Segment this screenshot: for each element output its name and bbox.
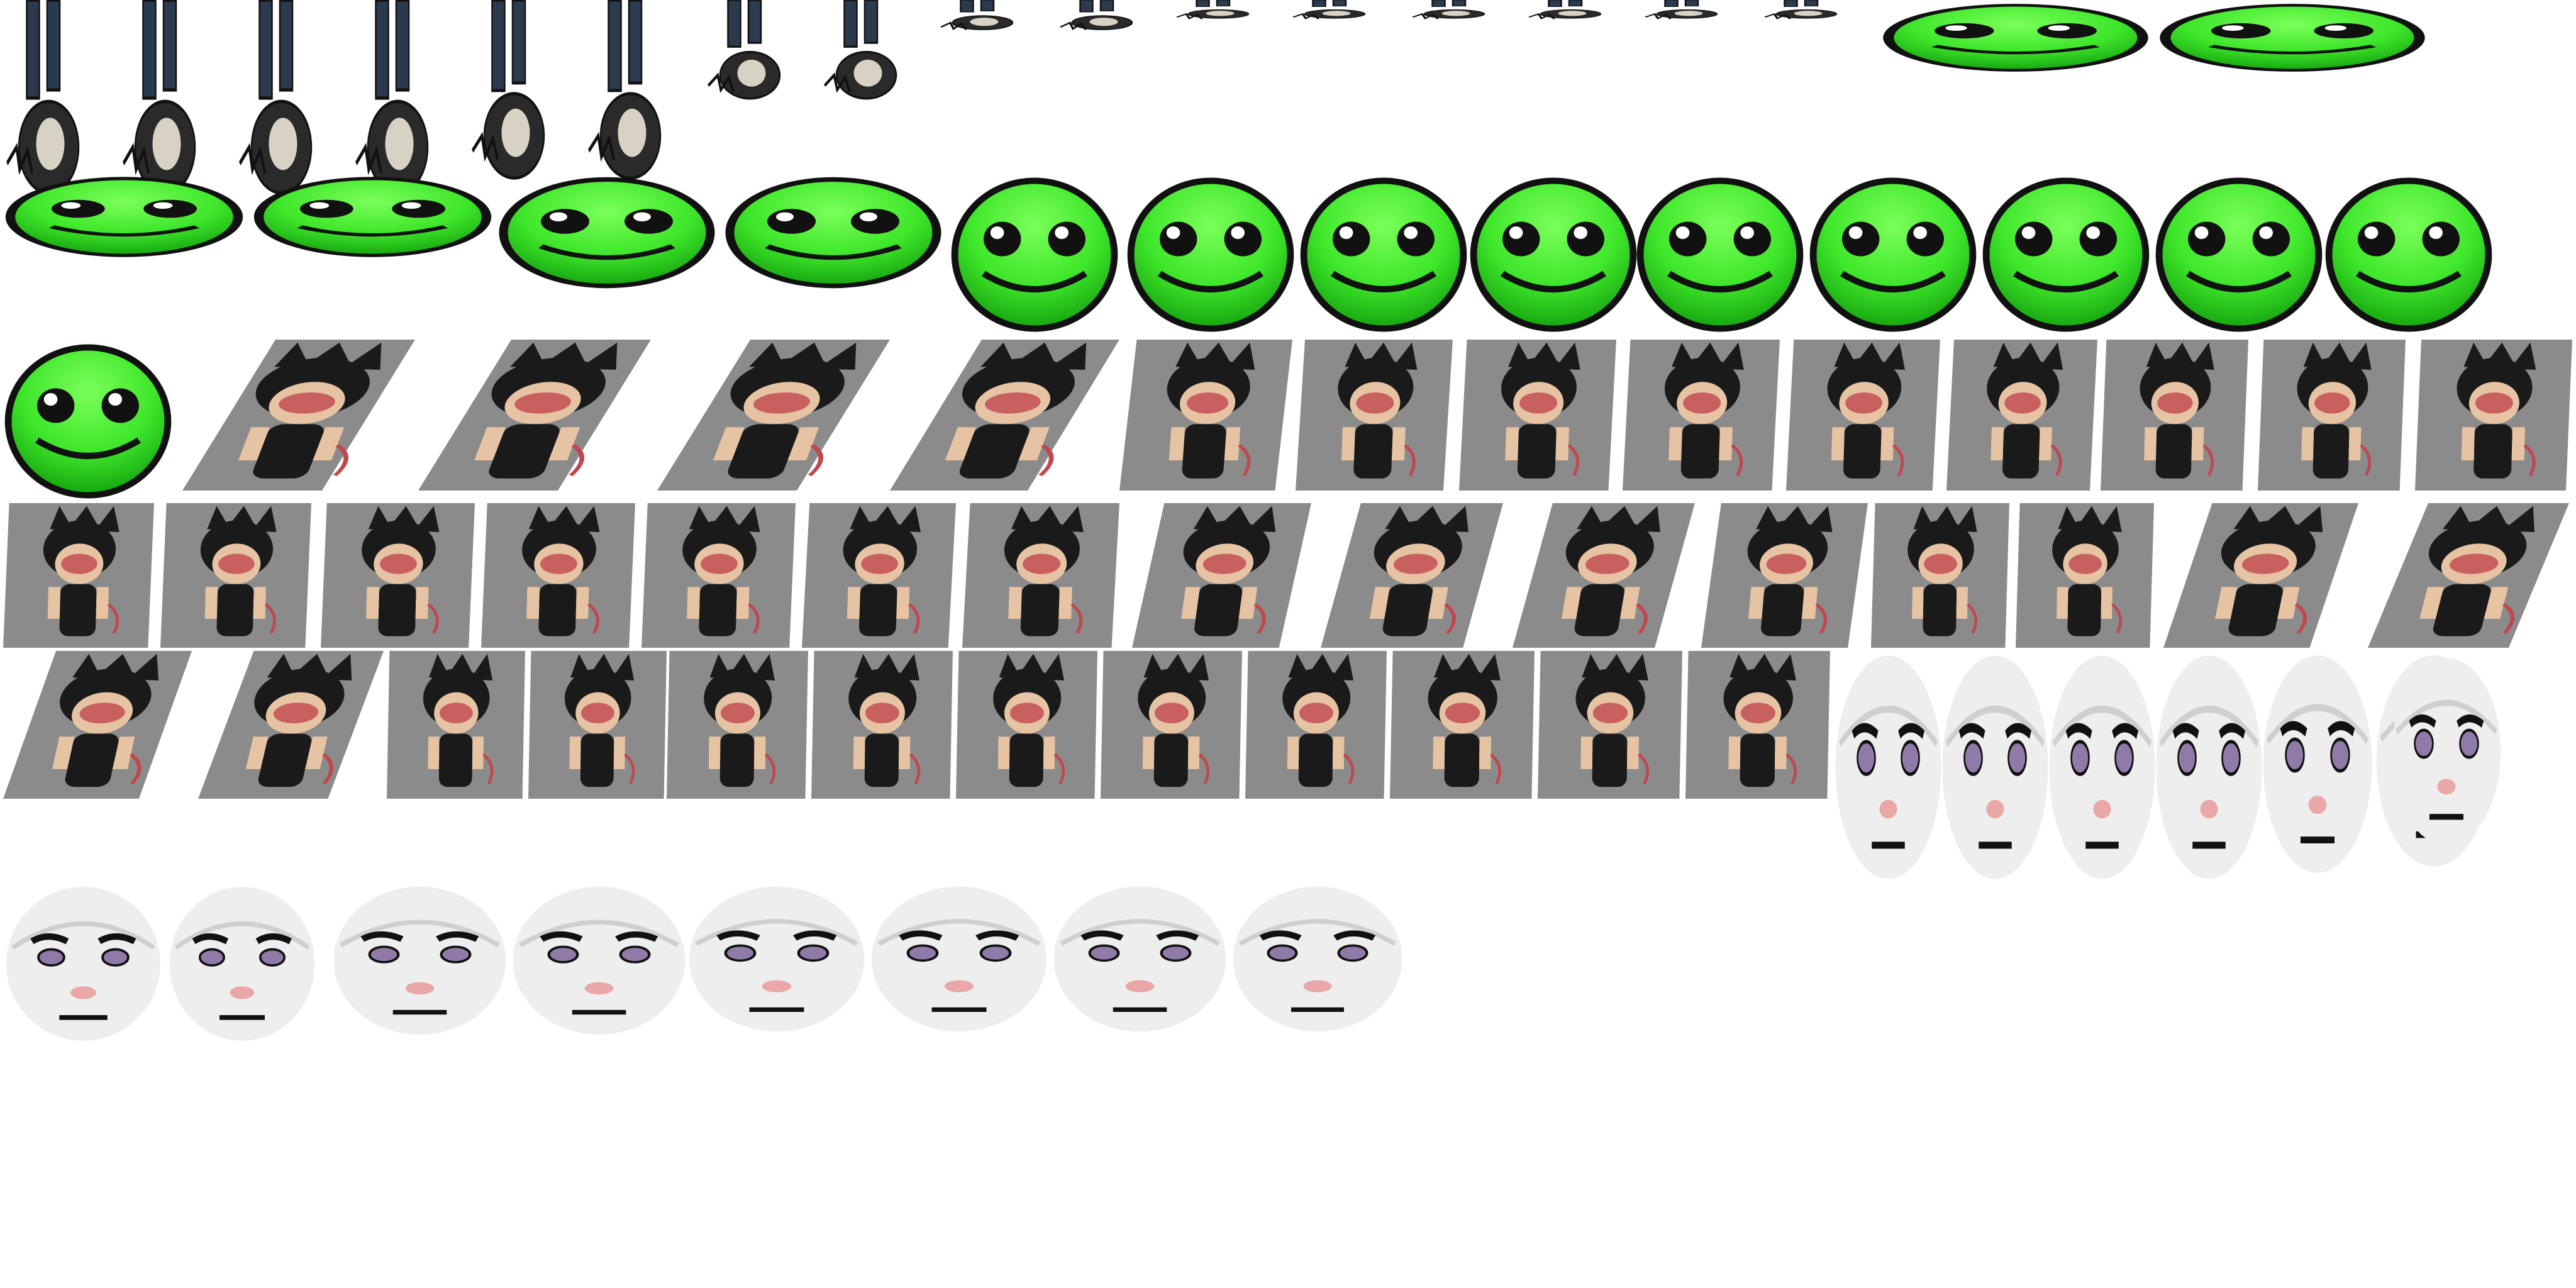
green-smiley-frame (1808, 176, 1978, 333)
cat-eared-chibi-frame (1701, 503, 1868, 648)
feet-frame (119, 0, 198, 164)
cat-eared-chibi-frame (182, 340, 415, 491)
feet-frame (1525, 0, 1604, 31)
cat-eared-chibi-frame (2258, 340, 2406, 491)
white-haired-face-frame (1940, 651, 2050, 884)
cat-eared-chibi-frame (198, 651, 384, 799)
cat-eared-chibi-frame (2101, 340, 2248, 491)
cat-eared-chibi-frame (657, 340, 890, 491)
green-smiley-frame (497, 176, 717, 289)
cat-eared-chibi-frame (1245, 651, 1387, 799)
cat-eared-chibi-frame (160, 503, 311, 648)
white-haired-face-frame (1050, 884, 1230, 1035)
green-smiley-frame (1299, 176, 1468, 333)
cat-eared-chibi-frame (1871, 503, 2009, 648)
cat-eared-chibi-frame (321, 503, 475, 648)
cat-eared-chibi-frame (528, 651, 667, 799)
green-smiley-frame (3, 343, 173, 500)
white-haired-face-frame (1230, 884, 1406, 1035)
cat-eared-chibi-frame (1538, 651, 1682, 799)
cat-eared-chibi-frame (2415, 340, 2572, 491)
white-haired-face-frame (1833, 651, 1943, 884)
green-smiley-frame (1468, 176, 1638, 333)
cat-eared-chibi-frame (1119, 340, 1292, 491)
cat-eared-chibi-frame (641, 503, 796, 648)
cat-eared-chibi-frame (3, 503, 154, 648)
cat-eared-chibi-frame (2368, 503, 2569, 648)
cat-eared-chibi-frame (802, 503, 956, 648)
cat-eared-chibi-frame (1513, 503, 1695, 648)
cat-eared-chibi-frame (962, 503, 1119, 648)
green-smiley-frame (1880, 3, 2151, 72)
feet-frame (821, 0, 899, 104)
white-haired-face-frame (3, 884, 164, 1044)
feet-frame (469, 0, 547, 151)
green-smiley-frame (3, 176, 245, 258)
cat-eared-chibi-frame (1390, 651, 1535, 799)
feet-frame (1761, 0, 1840, 31)
feet-frame (352, 0, 431, 164)
green-smiley-frame (723, 176, 943, 289)
cat-eared-chibi-frame (1132, 503, 1311, 648)
feet-frame (1641, 0, 1720, 31)
feet-frame (3, 0, 82, 164)
white-haired-face-frame (2261, 651, 2374, 877)
feet-frame (236, 0, 314, 164)
cat-eared-chibi-frame (3, 651, 192, 799)
feet-frame (1409, 0, 1487, 31)
feet-frame (1173, 0, 1252, 31)
cat-eared-chibi-frame (890, 340, 1119, 491)
cat-eared-chibi-frame (1623, 340, 1780, 491)
cat-eared-chibi-frame (1685, 651, 1830, 799)
cat-eared-chibi-frame (2016, 503, 2154, 648)
cat-eared-chibi-frame (1296, 340, 1453, 491)
cat-eared-chibi-frame (811, 651, 953, 799)
feet-frame (585, 0, 663, 151)
green-smiley-frame (1126, 176, 1296, 333)
green-smiley-frame (2157, 3, 2428, 72)
green-smiley-frame (1635, 176, 1805, 333)
cat-eared-chibi-frame (667, 651, 808, 799)
white-haired-face-frame (2047, 651, 2157, 884)
white-haired-face-frame (686, 884, 868, 1035)
green-smiley-frame (2324, 176, 2494, 333)
feet-frame (1289, 0, 1368, 31)
green-smiley-frame (1981, 176, 2151, 333)
cat-eared-chibi-frame (418, 340, 651, 491)
green-smiley-frame (252, 176, 494, 258)
cat-eared-chibi-frame (1101, 651, 1242, 799)
cat-eared-chibi-frame (481, 503, 635, 648)
cat-eared-chibi-frame (1946, 340, 2097, 491)
feet-frame (704, 0, 783, 104)
cat-eared-chibi-frame (1459, 340, 1616, 491)
white-haired-face-frame (330, 884, 509, 1038)
white-haired-face-frame (2390, 654, 2503, 849)
cat-eared-chibi-frame (387, 651, 525, 799)
cat-eared-chibi-frame (2163, 503, 2358, 648)
feet-frame (937, 0, 1016, 44)
green-smiley-frame (2154, 176, 2324, 333)
white-haired-face-frame (2154, 651, 2264, 884)
cat-eared-chibi-frame (1321, 503, 1503, 648)
cat-eared-chibi-frame (956, 651, 1097, 799)
white-haired-face-frame (167, 884, 318, 1044)
green-smiley-frame (950, 176, 1119, 333)
white-haired-face-frame (868, 884, 1050, 1035)
white-haired-face-frame (509, 884, 689, 1038)
cat-eared-chibi-frame (1786, 340, 1940, 491)
feet-frame (1057, 0, 1135, 44)
